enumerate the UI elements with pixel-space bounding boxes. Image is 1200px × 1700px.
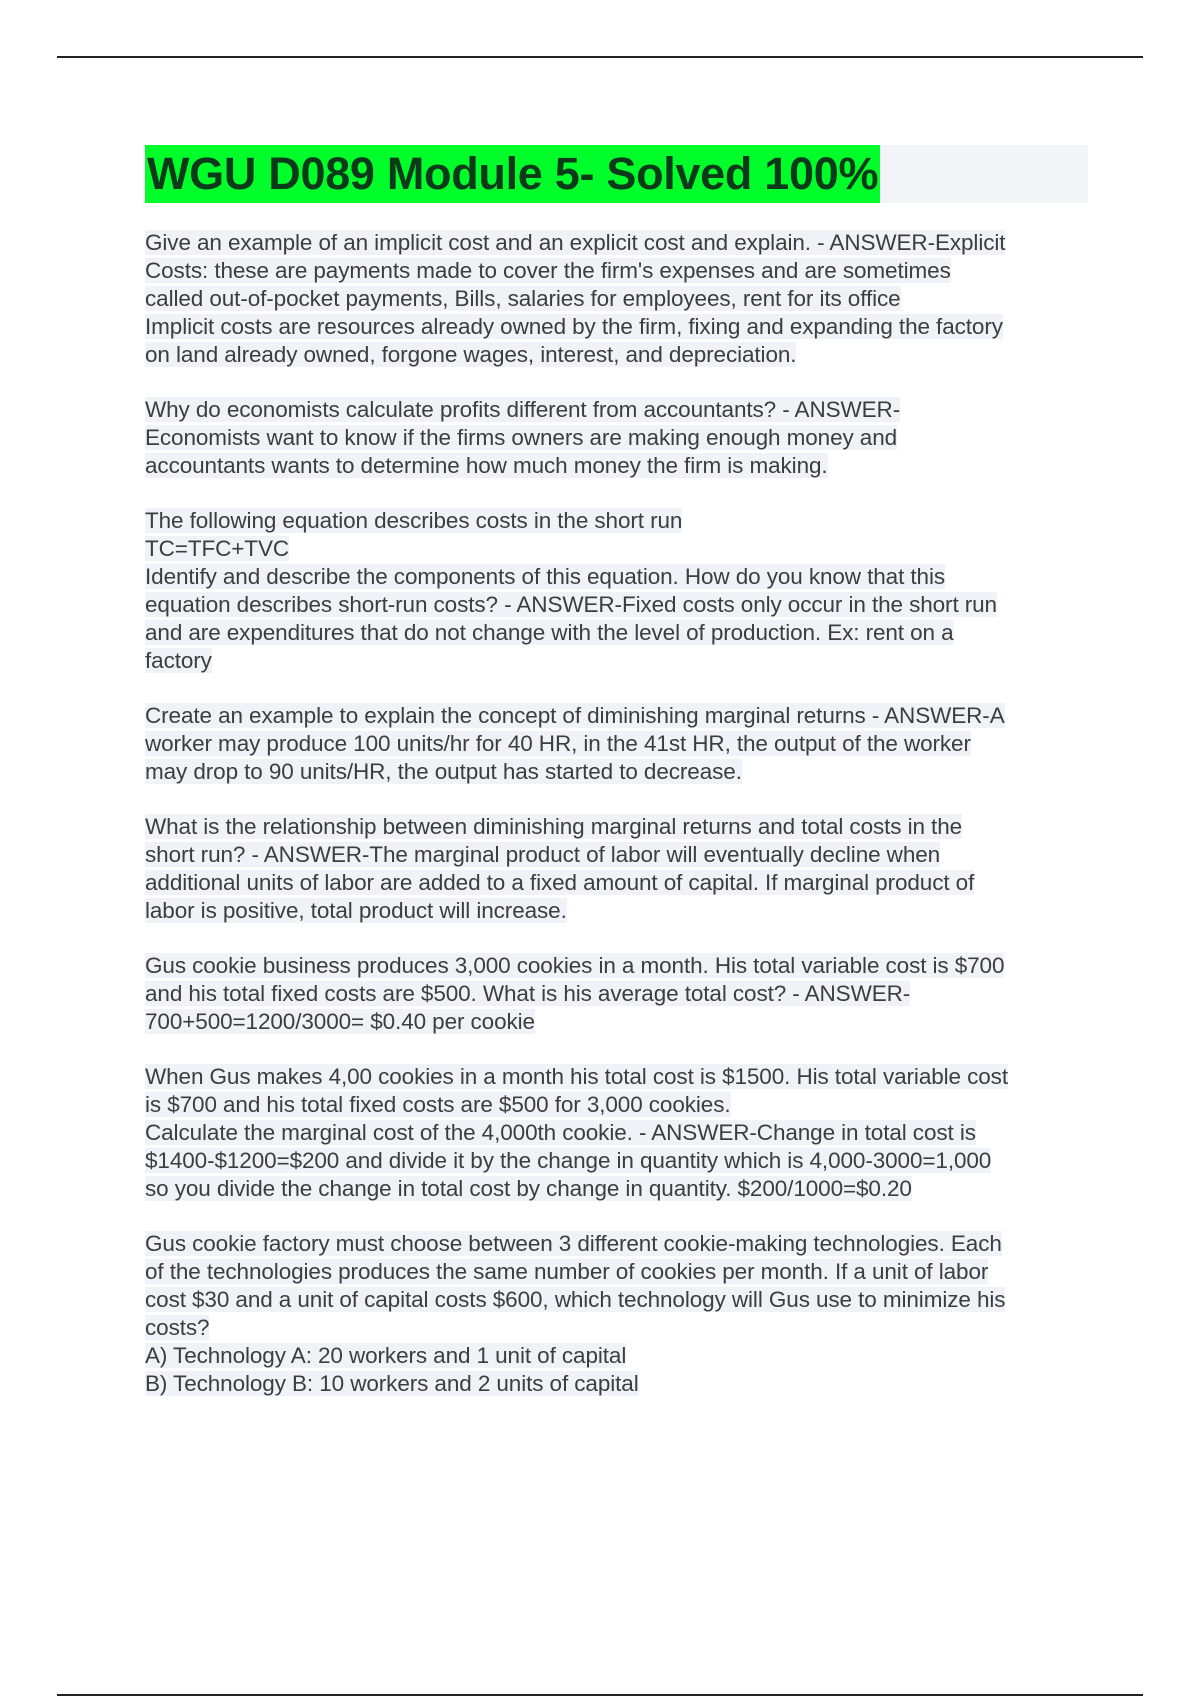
text-line: Costs: these are payments made to cover the firm's expenses and are sometimes: [145, 258, 951, 283]
text-line: Calculate the marginal cost of the 4,000th cookie. - ANSWER-Change in total cost is: [145, 1120, 976, 1145]
text-line: When Gus makes 4,00 cookies in a month his total cost is $1500. His total variable cost: [145, 1064, 1008, 1089]
text-line: Give an example of an implicit cost and an explicit cost and explain. - ANSWER-Explicit: [145, 230, 1006, 255]
text-line: is $700 and his total fixed costs are $500 for 3,000 cookies.: [145, 1092, 731, 1117]
top-rule: [57, 56, 1143, 58]
text-line: equation describes short-run costs? - ANSWER-Fixed costs only occur in the short run: [145, 592, 997, 617]
text-line: Gus cookie business produces 3,000 cookies in a month. His total variable cost is $700: [145, 953, 1005, 978]
text-line: Identify and describe the components of this equation. How do you know that this: [145, 564, 945, 589]
qa-block: [145, 952, 1088, 1036]
text-line: on land already owned, forgone wages, interest, and depreciation.: [145, 342, 797, 367]
bottom-rule: [57, 1694, 1143, 1696]
qa-block: [145, 1063, 1088, 1203]
text-line: additional units of labor are added to a fixed amount of capital. If marginal product of: [145, 870, 975, 895]
text-line: A) Technology A: 20 workers and 1 unit of capital: [145, 1343, 627, 1368]
text-line: so you divide the change in total cost by change in quantity. $200/1000=$0.20: [145, 1176, 912, 1201]
text-line: cost $30 and a unit of capital costs $600, which technology will Gus use to minimize his: [145, 1287, 1006, 1312]
text-line: 700+500=1200/3000= $0.40 per cookie: [145, 1009, 535, 1034]
text-line: costs?: [145, 1315, 210, 1340]
title-row: [145, 145, 1088, 203]
text-line: accountants wants to determine how much money the firm is making.: [145, 453, 828, 478]
text-line: The following equation describes costs in the short run: [145, 508, 683, 533]
text-line: labor is positive, total product will increase.: [145, 898, 567, 923]
qa-block: [145, 396, 1088, 480]
document-title: WGU D089 Module 5- Solved 100%: [145, 145, 880, 203]
text-line: Implicit costs are resources already owned by the firm, fixing and expanding the factory: [145, 314, 1003, 339]
text-line: short run? - ANSWER-The marginal product of labor will eventually decline when: [145, 842, 941, 867]
qa-block: [145, 229, 1088, 369]
text-line: $1400-$1200=$200 and divide it by the change in quantity which is 4,000-3000=1,000: [145, 1148, 992, 1173]
text-line: Create an example to explain the concept of diminishing marginal returns - ANSWER-A: [145, 703, 1005, 728]
text-line: Economists want to know if the firms owners are making enough money and: [145, 425, 898, 450]
text-line: B) Technology B: 10 workers and 2 units of capital: [145, 1371, 639, 1396]
qa-block: [145, 507, 1088, 675]
text-line: Gus cookie factory must choose between 3 different cookie-making technologies. Each: [145, 1231, 1002, 1256]
text-line: of the technologies produces the same number of cookies per month. If a unit of labor: [145, 1259, 989, 1284]
qa-block: [145, 702, 1088, 786]
text-line: Why do economists calculate profits different from accountants? - ANSWER-: [145, 397, 901, 422]
qa-block: [145, 1230, 1088, 1398]
text-line: may drop to 90 units/HR, the output has started to decrease.: [145, 759, 742, 784]
text-line: worker may produce 100 units/hr for 40 HR, in the 41st HR, the output of the worker: [145, 731, 971, 756]
text-line: called out-of-pocket payments, Bills, salaries for employees, rent for its office: [145, 286, 901, 311]
qa-block: [145, 813, 1088, 925]
text-line: TC=TFC+TVC: [145, 536, 290, 561]
document-body: [145, 145, 1088, 1425]
text-line: What is the relationship between diminishing marginal returns and total costs in the: [145, 814, 963, 839]
text-line: and his total fixed costs are $500. What is his average total cost? - ANSWER-: [145, 981, 911, 1006]
text-line: factory: [145, 648, 212, 673]
text-line: and are expenditures that do not change with the level of production. Ex: rent on a: [145, 620, 954, 645]
